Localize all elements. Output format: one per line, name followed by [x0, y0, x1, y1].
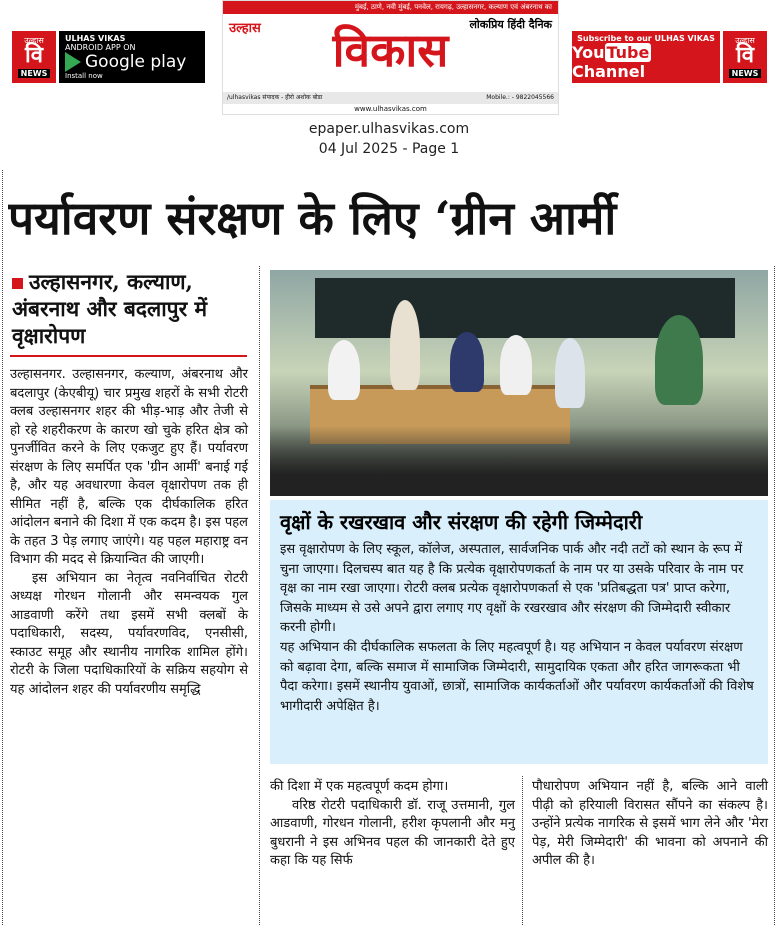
android-app-badge[interactable] — [12, 31, 205, 83]
ulhas-vikas-news-logo: उल्हास वि NEWS — [12, 31, 56, 83]
seated-figure — [328, 340, 360, 400]
column-divider — [259, 266, 260, 925]
paragraph: इस वृक्षारोपण के लिए स्कूल, कॉलेज, अस्पताल, सार्वजनिक पार्क और नदी तटों को स्थान के रूप में चुना जाएगा। दिलचस्प बात यह है कि प्रत्येक वृक्षारोपणकर्ता के नाम पर या उसके परिवार के नाम पर वृक्ष का नाम रखा जाएगा। रोटरी क्लब प्रत्येक वृक्षारोपणकर्ता से एक 'प्रतिबद्धता पत्र' प्राप्त करेगा, जिसके माध्यम से उसे अपने द्वारा लगाए गए वृक्षों के रखरखाव और संरक्षण की जिम्मेदारी स्वीकार करनी होगी। — [280, 542, 744, 636]
article-subhead: उल्हासनगर, कल्याण, अंबरनाथ और बदलापुर में वृक्षारोपण — [12, 269, 208, 348]
paragraph: की दिशा में एक महत्वपूर्ण कदम होगा। — [270, 779, 449, 794]
speaker-figure — [390, 300, 420, 390]
paragraph: इस अभियान का नेतृत्व नवनिर्वाचित रोटरी अध्यक्ष गोरधन गोलानी और समन्वयक गुल आडवाणी करेंगे तथा इसमें सभी क्लबों के पदाधिकारी, सदस्य, पर्यावरणविद, एनसीसी, स्काउट समूह और स्थानीय नागरिक शामिल होंगे। रोटरी के जिला पदाधिकारियों के सक्रिय सहयोग से यह आंदोलन शहर की पर्यावरणीय समृद्धि — [10, 570, 248, 697]
box-text — [280, 540, 758, 716]
audience — [270, 426, 768, 496]
newspaper-masthead — [222, 0, 559, 115]
youtube-subscribe-button[interactable]: Subscribe to our ULHAS VIKAS You Tube Channel — [572, 31, 720, 83]
article-headline: पर्यावरण संरक्षण के लिए ‘ग्रीन आर्मी — [8, 191, 617, 245]
column-divider — [774, 266, 775, 925]
box-heading: वृक्षों के रखरखाव और संरक्षण की रहेगी जिम्मेदारी — [280, 510, 643, 534]
paragraph: उल्हासनगर. उल्हासनगर, कल्याण, अंबरनाथ और बदलापुर (केएबीयू) चार प्रमुख शहरों के सभी रोटरी क्लब उल्हासनगर शहर की भीड़-भाड़ और तेजी से हो रहे शहरीकरण के कारण खो चुके हरित क्षेत्र को पुनर्जीवित करने के लिए एकजुट हुए हैं। पर्यावरण संरक्षण के लिए समर्पित एक 'ग्रीन आर्मी' बनाई गई है, और यह अवधारणा केवल वृक्षारोपण तक ही सीमित नहीं है, बल्कि एक दीर्घकालिक हरित आंदोलन बनाने की दिशा में एक कदम है। इस पहल के तहत 3 पेड़ लगाए जाएंगे। यह पहल महाराष्ट्र वन विभाग की मदद से क्रियान्वित की जाएगी। — [10, 367, 248, 567]
google-play-button[interactable]: ULHAS VIKAS ANDROID APP ON Google play Install now — [59, 31, 205, 83]
coverage-line: मुंबई, ठाणे, नवी मुंबई, पनवेल, रायगढ़, उल्हासनगर, कल्याण एवं अंबरनाथ का — [223, 1, 558, 14]
paragraph: वरिष्ठ रोटरी पदाधिकारी डॉ. राजू उत्तमानी, गुल आडवाणी, गोरधन गोलानी, हरीश कृपलानी और मनु बुधरानी ने इस अभिनव पहल की जानकारी देते हुए कहा कि यह सिर्फ — [270, 797, 515, 868]
edition-date-page: 04 Jul 2025 - Page 1 — [318, 141, 460, 157]
masthead-infobar: /ulhasvikas संपादक - हीरो अशोक बोडा Mobile.: - 9822045566 — [223, 92, 558, 104]
seated-figure — [450, 332, 484, 392]
article-column-2 — [270, 778, 515, 871]
standing-figure — [655, 315, 703, 405]
bullet-square-icon — [12, 278, 23, 289]
masthead-tagline: लोकप्रिय हिंदी दैनिक — [469, 18, 552, 31]
ulhas-vikas-news-logo: उल्हास वि NEWS — [723, 31, 767, 83]
paragraph: यह अभियान की दीर्घकालिक सफलता के लिए महत्वपूर्ण है। यह अभियान न केवल पर्यावरण संरक्षण को बढ़ावा देगा, बल्कि समाज में सामाजिक जिम्मेदारी, सामुदायिक एकता और हरित जागरूकता भी पैदा करेगा। इसमें स्थानीय युवाओं, छात्रों, सामाजिक कार्यकर्ताओं और पर्यावरण कार्यकर्ताओं की विशेष भागीदारी अपेक्षित है। — [280, 639, 754, 714]
seated-figure — [555, 338, 585, 408]
youtube-channel-badge[interactable] — [572, 31, 767, 83]
masthead-website[interactable]: www.ulhasvikas.com — [354, 105, 427, 113]
youtube-icon: Tube — [606, 42, 650, 62]
event-photo — [270, 270, 768, 496]
seated-figure — [500, 335, 532, 395]
masthead-title: विकास — [332, 23, 449, 77]
google-play-icon — [65, 52, 81, 72]
highlight-box — [270, 500, 768, 764]
masthead-ulhas: उल्हास — [229, 21, 261, 36]
epaper-site[interactable]: epaper.ulhasvikas.com — [308, 121, 470, 137]
subhead-rule — [10, 355, 247, 357]
column-divider — [2, 170, 3, 925]
column-divider — [522, 776, 523, 925]
paragraph: पौधारोपण अभियान नहीं है, बल्कि आने वाली पीढ़ी को हरियाली विरासत सौंपने का संकल्प है। उन्होंने प्रत्येक नागरिक से इसमें भाग लेने और 'मेरा पेड़, मेरी जिम्मेदारी' की भावना को अपनाने की अपील की है। — [532, 779, 768, 868]
article-column-1 — [10, 366, 248, 699]
article-column-3 — [532, 778, 768, 871]
